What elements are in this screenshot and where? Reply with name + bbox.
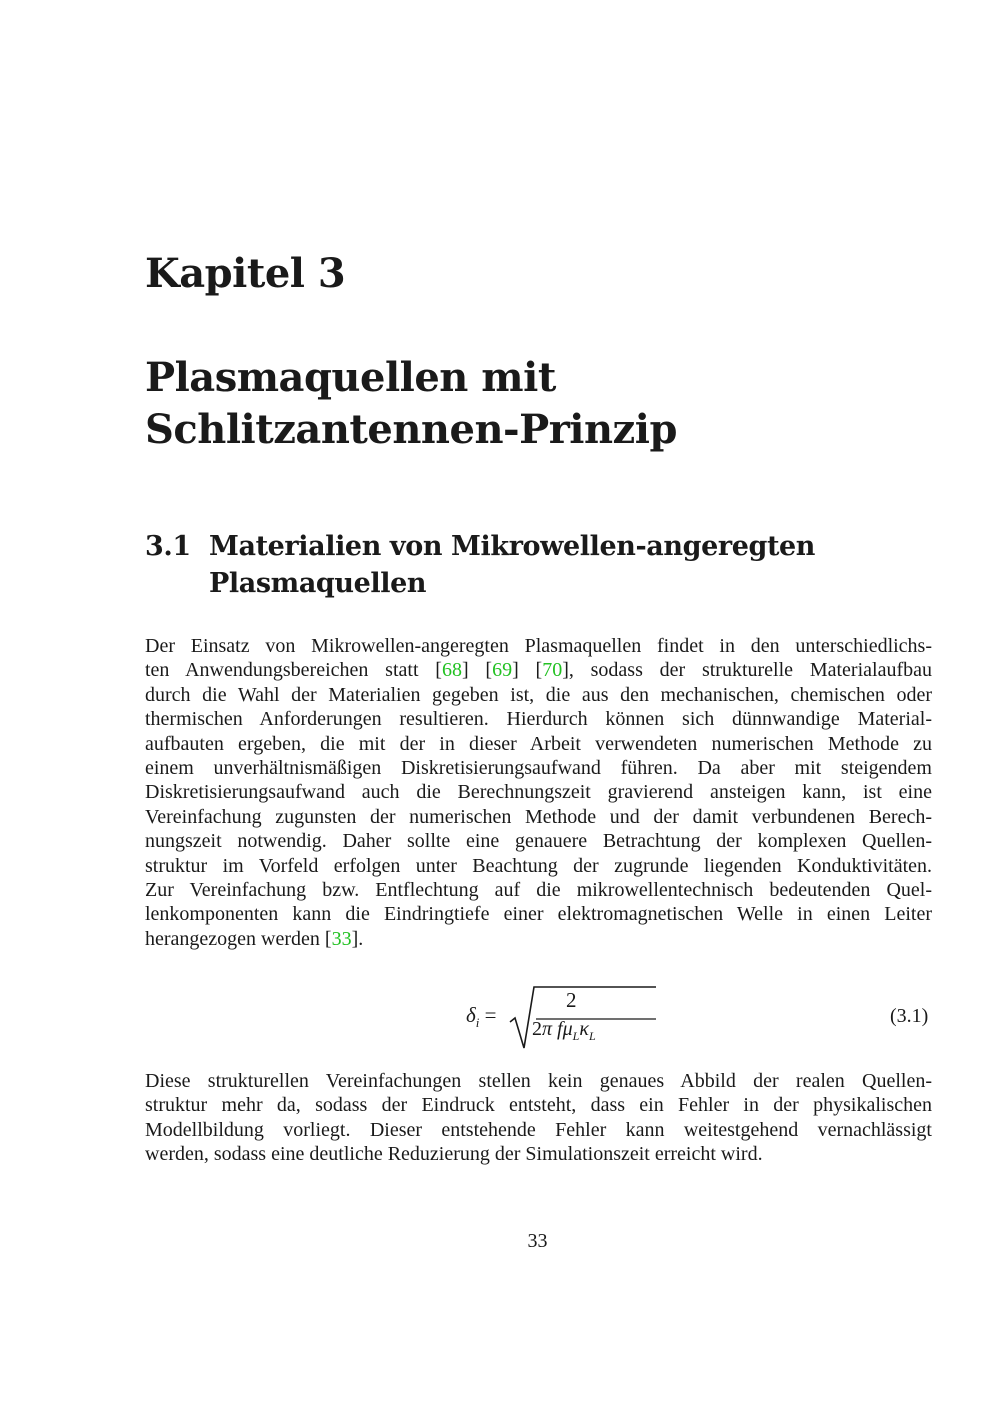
text-segment: aufbauten ergeben, die mit der in dieser Arbeit verwendeten numerischen Methode zu xyxy=(145,732,932,755)
text-line xyxy=(145,732,932,756)
page-number: 33 xyxy=(527,1230,548,1252)
body-paragraph-1 xyxy=(145,634,932,951)
text-segment: Vereinfachung zugunsten der numerischen Methode und der damit verbundenen Berech- xyxy=(145,805,932,828)
equation-denominator xyxy=(532,1018,596,1044)
text-segment: ] [ xyxy=(461,659,493,682)
chapter-title xyxy=(145,352,905,456)
equation-number: (3.1) xyxy=(890,1005,929,1027)
citation-link[interactable]: 68 xyxy=(441,659,462,682)
text-line xyxy=(145,878,932,902)
eq-den-pi: π xyxy=(542,1018,553,1040)
text-line xyxy=(145,1093,932,1117)
text-line xyxy=(145,854,932,878)
text-segment: thermischen Anforderungen resultieren. Hierdurch können sich dünnwandige Material- xyxy=(145,708,932,731)
chapter-title-line: Plasmaquellen mit xyxy=(145,354,556,401)
eq-den-kappa-sub: L xyxy=(588,1029,596,1043)
eq-delta-symbol: δ xyxy=(466,1003,476,1027)
text-segment: werden, sodass eine deutliche Reduzierung der Simulationszeit erreicht wird. xyxy=(145,1143,763,1166)
text-line xyxy=(145,707,932,731)
text-segment: Der Einsatz von Mikrowellen-angeregten Plasmaquellen findet in den unterschiedlichs- xyxy=(145,635,932,657)
text-line xyxy=(145,683,932,707)
text-segment: lenkomponenten kann die Eindringtiefe einer elektromagnetischen Welle in einen Leiter xyxy=(145,903,932,926)
section-number: 3.1 xyxy=(145,531,191,562)
text-segment: durch die Wahl der Materialien gegeben ist, die aus den mechanischen, chemischen oder xyxy=(145,683,932,706)
text-segment: einem unverhältnismäßigen Diskretisierungsaufwand führen. Da aber mit steigendem xyxy=(145,757,932,780)
equation-3-1 xyxy=(460,984,660,1054)
section-title-line: Materialien von Mikrowellen-angeregten xyxy=(209,531,816,562)
text-segment: ten Anwendungsbereichen statt xyxy=(145,659,436,682)
text-segment: herangezogen werden [ xyxy=(145,927,332,950)
text-line xyxy=(145,756,932,780)
eq-den-mu-sub: L xyxy=(572,1029,580,1043)
body-paragraph-2 xyxy=(145,1069,932,1167)
citation-link[interactable]: 70 xyxy=(542,659,563,682)
text-segment: Diskretisierungsaufwand auch die Berechnungszeit gravierend ansteigen kann, ist eine xyxy=(145,781,932,804)
text-segment: ] [ xyxy=(512,659,543,682)
text-segment: Diese strukturellen Vereinfachungen stellen kein genaues Abbild der realen Quellen- xyxy=(145,1070,932,1092)
section-title xyxy=(209,528,849,602)
text-segment: Modellbildung vorliegt. Dieser entstehende Fehler kann weitestgehend vernachlässigt xyxy=(145,1118,932,1141)
text-segment: nungszeit notwendig. Daher sollte eine genauere Betrachtung der komplexen Quellen- xyxy=(145,830,932,853)
section-title-line: Plasmaquellen xyxy=(209,568,427,599)
eq-equals: = xyxy=(484,1003,497,1027)
text-line xyxy=(145,1069,932,1093)
equation-numerator: 2 xyxy=(566,988,577,1012)
eq-den-mu: μ xyxy=(562,1018,573,1040)
eq-den-f: f xyxy=(557,1018,563,1040)
text-segment: struktur im Vorfeld erfolgen unter Beachtung der zugrunde liegenden Konduktivitäten. xyxy=(145,854,932,877)
eq-den-coef: 2 xyxy=(532,1018,542,1040)
text-line xyxy=(145,1142,932,1166)
citation-link[interactable]: 33 xyxy=(331,927,352,950)
text-segment: [ xyxy=(435,659,442,682)
text-segment: ]. xyxy=(351,927,364,950)
text-segment: Zur Vereinfachung bzw. Entflechtung auf die mikrowellentechnisch bedeutenden Quel- xyxy=(145,879,932,902)
eq-delta-subscript: i xyxy=(475,1015,480,1031)
text-line xyxy=(145,634,932,658)
chapter-label: Kapitel 3 xyxy=(145,250,346,297)
citation-link[interactable]: 69 xyxy=(492,659,513,682)
text-line xyxy=(145,829,932,853)
chapter-title-line: Schlitzantennen-Prinzip xyxy=(145,406,677,453)
text-line xyxy=(145,1118,932,1142)
text-line xyxy=(145,902,932,926)
text-segment: struktur mehr da, sodass der Eindruck entsteht, dass ein Fehler in der physikalischen xyxy=(145,1094,932,1117)
text-line xyxy=(145,927,932,951)
text-segment: ], sodass der strukturelle Materialaufbau xyxy=(562,659,932,682)
text-line xyxy=(145,658,932,682)
text-line xyxy=(145,780,932,804)
eq-den-kappa: κ xyxy=(579,1018,589,1040)
text-line xyxy=(145,805,932,829)
equation-lhs xyxy=(466,1003,496,1031)
